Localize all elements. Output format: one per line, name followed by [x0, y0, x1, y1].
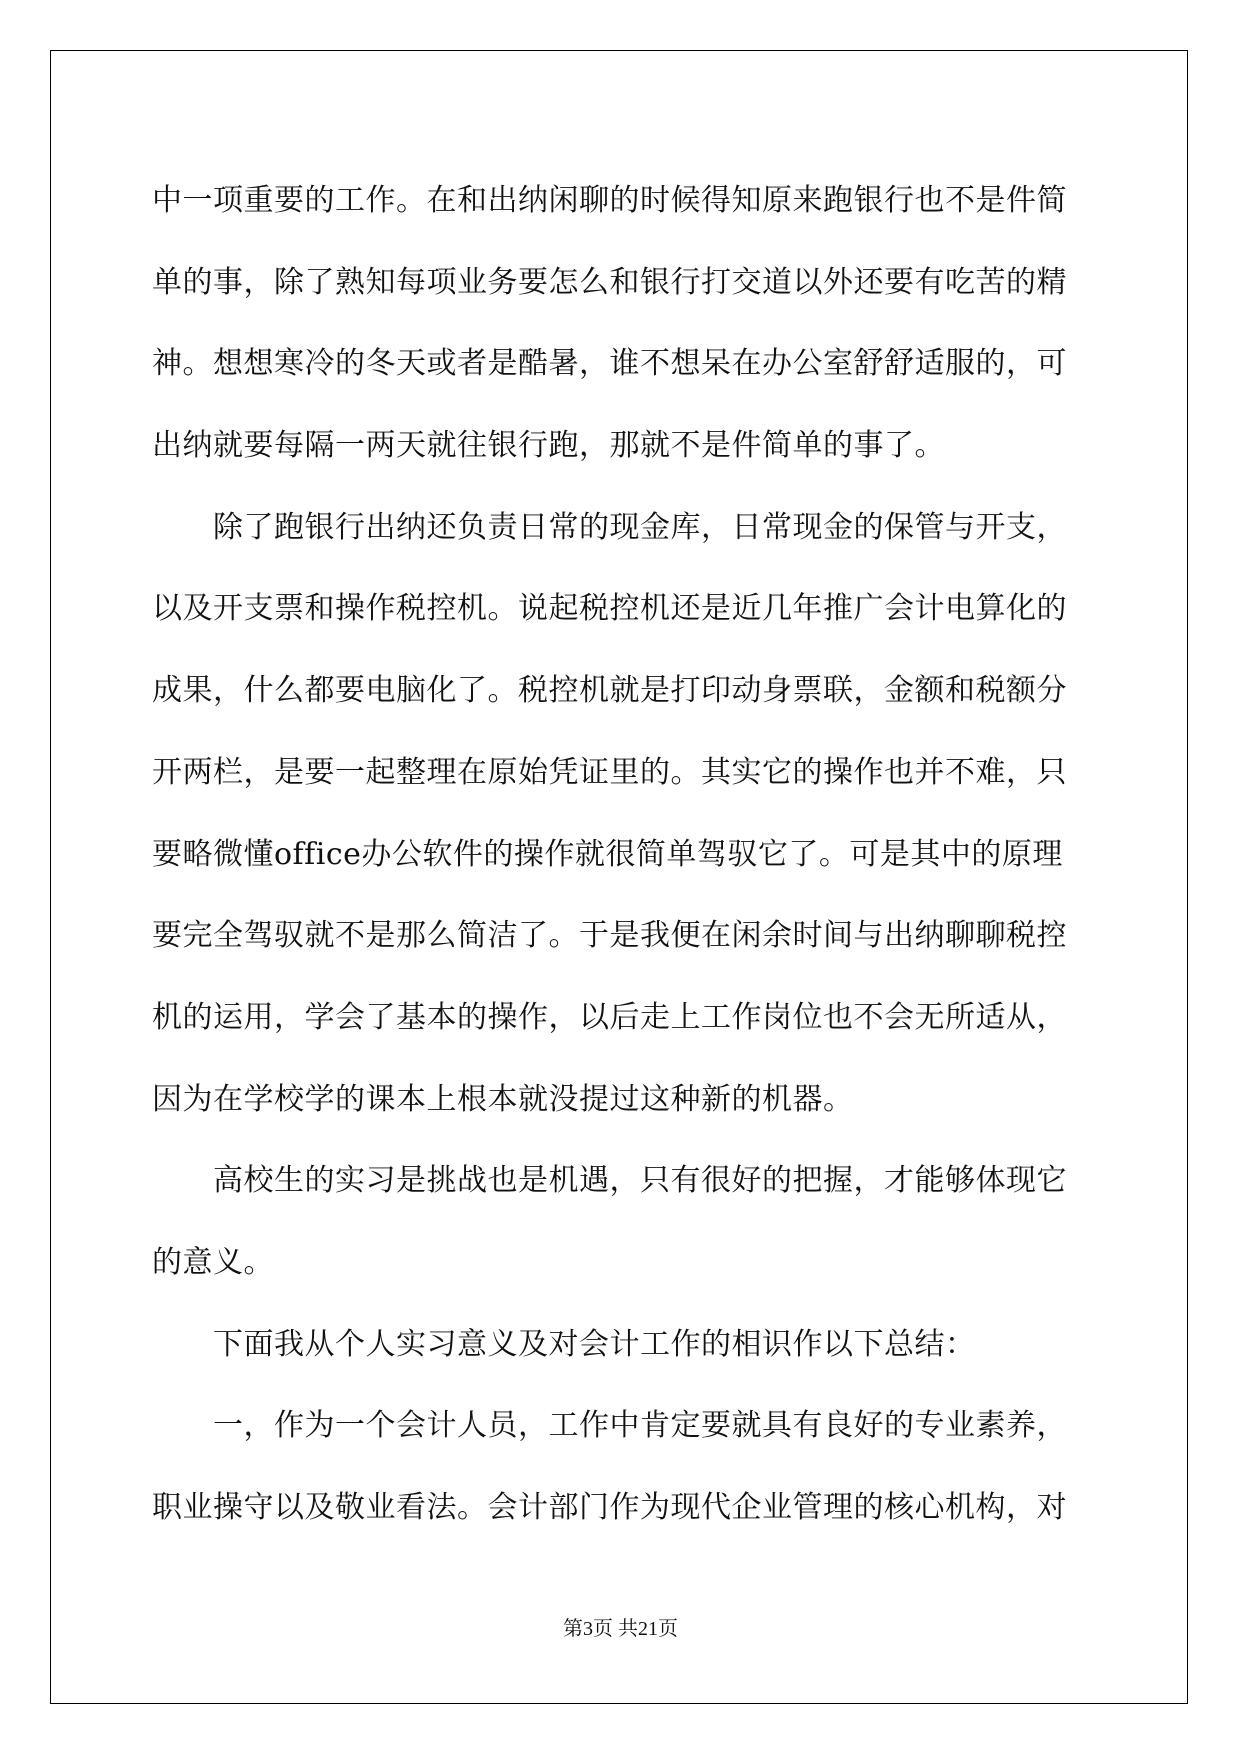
- text-line: 中一项重要的工作。在和出纳闲聊的时候得知原来跑银行也不是件简: [152, 183, 1067, 218]
- page-footer: 第3页 共21页: [563, 1618, 678, 1640]
- text-line: 职业操守以及敬业看法。会计部门作为现代企业管理的核心机构，对: [152, 1490, 1067, 1525]
- text-line: 要略微懂office办公软件的操作就很简单驾驭它了。可是其中的原理: [152, 836, 1063, 872]
- text-line: 的意义。: [152, 1244, 274, 1280]
- paragraph-start-line: 下面我从个人实习意义及对会计工作的相识作以下总结：: [213, 1326, 976, 1362]
- text-line: 单的事，除了熟知每项业务要怎么和银行打交道以外还要有吃苦的精: [152, 264, 1067, 300]
- paragraph-start-line: 高校生的实习是挑战也是机遇，只有很好的把握，才能够体现它: [213, 1163, 1067, 1199]
- text-line: 开两栏，是要一起整理在原始凭证里的。其实它的操作也并不难，只: [152, 754, 1067, 790]
- text-line: 以及开支票和操作税控机。说起税控机还是近几年推广会计电算化的: [152, 591, 1067, 627]
- paragraph-start-line: 除了跑银行出纳还负责日常的现金库，日常现金的保管与开支，: [213, 509, 1067, 545]
- text-line: 因为在学校学的课本上根本就没提过这种新的机器。: [152, 1081, 854, 1117]
- text-line: 出纳就要每隔一两天就往银行跑，那就不是件简单的事了。: [152, 428, 945, 464]
- text-line: 机的运用，学会了基本的操作，以后走上工作岗位也不会无所适从，: [152, 999, 1067, 1035]
- paragraph-start-line: 一，作为一个会计人员，工作中肯定要就具有良好的专业素养，: [213, 1408, 1067, 1444]
- text-line: 要完全驾驭就不是那么简洁了。于是我便在闲余时间与出纳聊聊税控: [152, 918, 1067, 954]
- document-body: [152, 160, 1087, 1549]
- text-line: 成果，什么都要电脑化了。税控机就是打印动身票联，金额和税额分: [152, 673, 1067, 709]
- text-line: 神。想想寒冷的冬天或者是酷暑，谁不想呆在办公室舒舒适服的，可: [152, 346, 1067, 382]
